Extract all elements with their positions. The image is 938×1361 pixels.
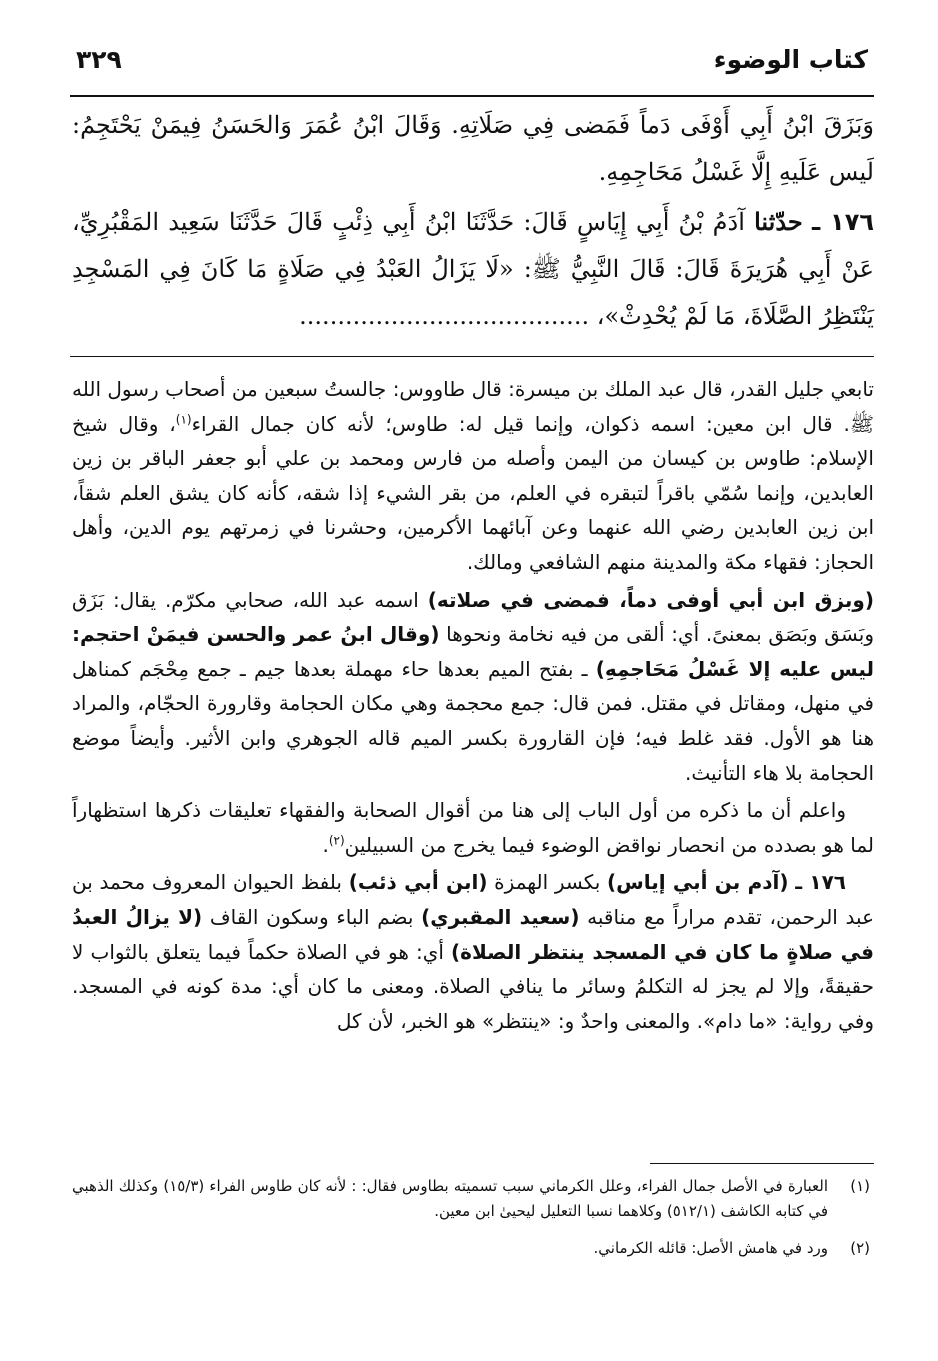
footnote-text: العبارة في الأصل جمال الفراء، وعلل الكرماني سبب تسميته بطاوس فقال: : لأنه كان طاوس الفراء (١٥/٣) وكذلك الذهبي في كتابه الكاشف (٥١٢/١) وكلاهما نسبا التعليل ليحيىٰ ابن معين. [72,1177,828,1220]
commentary-paragraph: تابعي جليل القدر، قال عبد الملك بن ميسرة: قال طاووس: جالستُ سبعين من أصحاب رسول الله ﷺ. قال ابن معين: اسمه ذكوان، وإنما قيل له: طاوس؛ لأنه كان جمال القراء$^{(١)}$، وقال شيخ الإسلام: طاوس بن كيسان من اليمن وأصله من فارس ومحمد بن علي أبو جعفر الباقر بن زين العابدين، وإنما سُمّي باقراً لتبقره في العلم، من بقر الشيء إذا شقه، كأنه كان يشق العلم شقاً، ابن زين العابدين رضي الله عنهما وعن آبائهما الأكرمين، وحشرنا في زمرتهم يوم الدين، وأهل الحجاز: فقهاء مكة والمدينة منهم الشافعي ومالك. [72,377,874,574]
commentary-paragraph: ١٧٦ ـ (آدم بن أبي إياس) بكسر الهمزة (ابن أبي ذئب) بلفظ الحيوان المعروف محمد بن عبد الرحمن، تقدم مراراً مع مناقبه (سعيد المقبري) بضم الباء وسكون القاف (لا يزالُ العبدُ في صلاةٍ ما كان في المسجد ينتظر الصلاة) أي: هو في الصلاة حكماً فيما يتعلق بالثواب لا حقيقةً، وإلا لم يجز له التكلمُ وسائر ما ينافي الصلاة. ومعنى ما كان أي: مدة كونه في المسجد. وفي رواية: «ما دام». والمعنى واحدٌ و: «ينتظر» هو الخبر، لأن كل [72,870,874,1033]
footnotes [72,1174,874,1261]
commentary-paragraph: واعلم أن ما ذكره من أول الباب إلى هنا من أقوال الصحابة والفقهاء تعليقات ذكرها استظهاراً لما هو بصدده من انحصار نواقض الوضوء فيما يخرج من السبيلين$^{(٢)}$. [72,798,874,857]
hadith-body: آدَمُ بْنُ أَبِي إِيَاسٍ قَالَ: حَدَّثَنَا ابْنُ أَبِي ذِئْبٍ قَالَ حَدَّثَنَا سَعِيد المَقْبُرِيِّ، عَنْ أَبِي هُرَيرَةَ قَالَ: قَالَ النَّبِيُّ ﷺ: «لَا يَزَالُ العَبْدُ فِي صَلَاةٍ مَا كَانَ فِي المَسْجِدِ يَنْتَظِرُ الصَّلَاةَ، مَا لَمْ يُحْدِثْ»، ...................................... [72,208,874,330]
footnote [72,1236,874,1261]
commentary-block [72,372,874,1038]
header-rule [70,95,874,97]
footnote-number: (١) [850,1177,870,1195]
commentary-separator [70,356,874,357]
page-number: ٣٢٩ [76,45,122,74]
footnote-text: ورد في هامش الأصل: قائله الكرماني. [593,1239,828,1257]
hadith-number: ١٧٦ ـ [795,870,846,895]
quoted-text: (لا يزالُ العبدُ في صلاةٍ ما كان في المسجد ينتظر الصلاة) [72,904,874,964]
chapter-title: كتاب الوضوء [713,45,868,74]
matn-paragraph: وَبَزَقَ ابْنُ أَبِي أَوْفَى دَماً فَمَضى فِي صَلَاتِهِ. وَقَالَ ابْنُ عُمَرَ وَالحَسَنُ فِيمَنْ يَحْتَجِمُ: لَيس عَلَيهِ إِلَّا غَسْلُ مَحَاجِمِهِ. [72,111,874,186]
footnote-ref: (٢) [328,833,345,848]
hadith-opening: حدّثنا [754,207,803,236]
footnote-ref: (١) [175,411,192,426]
hadith-paragraph [72,198,874,340]
footnote [72,1174,874,1224]
hadith-number: ١٧٦ ـ [811,208,874,236]
footnote-rule [650,1163,874,1164]
quoted-text: (سعيد المقبري) [421,904,580,929]
quoted-text: (ابن أبي ذئب) [348,870,488,895]
footnote-number: (٢) [850,1239,870,1257]
quoted-text: (وبزق ابن أبي أوفى دماً، فمضى في صلاته) [427,587,874,612]
quoted-text: (آدم بن أبي إياس) [607,870,789,895]
hadith-text-block [72,102,874,340]
quoted-text: (وقال ابنُ عمر والحسن فيمَنْ احتجم: ليس عليه إلا غَسْلُ مَحَاجمِهِ) [72,622,874,681]
commentary-paragraph: (وبزق ابن أبي أوفى دماً، فمضى في صلاته) اسمه عبد الله، صحابي مكرّم. يقال: بَزَق وبَسَق وبَصَق بمعنىً. أي: ألقى من فيه نخامة ونحوها (وقال ابنُ عمر والحسن فيمَنْ احتجم: ليس عليه إلا غَسْلُ مَحَاجمِهِ) ـ بفتح الميم بعدها حاء مهملة بعدها جيم ـ جمع مِحْجَم كمناهل في منهل، ومقاتل في مقتل. فمن قال: جمع محجمة وهي مكان الحجامة وقارورة الحجّام، والمراد هنا هو الأول. فقد غلط فيه؛ فإن القارورة بكسر الميم قاله الجوهري وابن الأثير. وأيضاً موضع الحجامة بلا هاء التأنيث. [72,587,874,785]
page-header [76,36,868,84]
